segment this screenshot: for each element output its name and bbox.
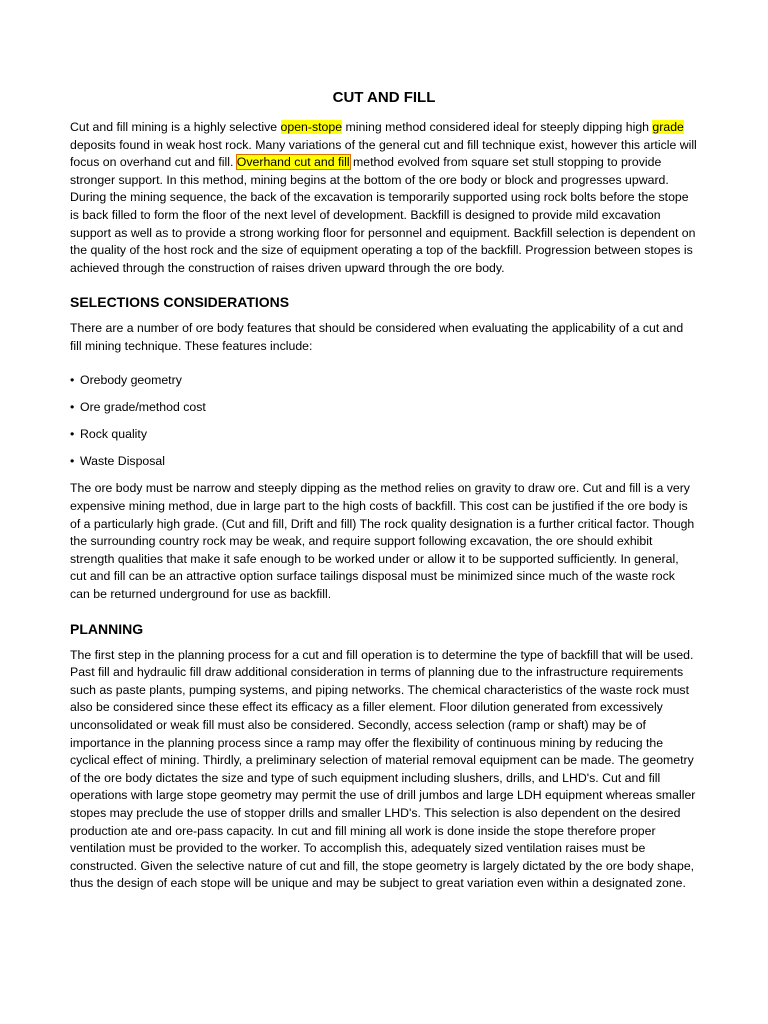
bullet-icon: • xyxy=(70,453,75,468)
intro-text-1: Cut and fill mining is a highly selective xyxy=(70,120,281,134)
selections-intro-paragraph: There are a number of ore body features that should be considered when evaluating the applicability of a cut and fill mining technique. These features include: xyxy=(70,321,684,353)
section-heading-planning: PLANNING xyxy=(70,620,144,637)
intro-text-3: deposits found in weak host rock. Many variations of the general cut and fill technique exist, however this article will focus on overhand cut and fill. xyxy=(70,137,697,170)
list-item-label: Orebody geometry xyxy=(80,372,182,387)
bullet-icon: • xyxy=(70,399,75,414)
intro-text-2: mining method considered ideal for steeply dipping high xyxy=(342,120,653,134)
selections-body-paragraph: The ore body must be narrow and steeply dipping as the method relies on gravity to draw ore. Cut and fill is a very expensive mining method, due in large part to the high costs of backfill. This cost can be justified if the ore body is of a particularly high grade. (Cut and fill, Drift and fill) The rock quality designation is a further critical factor. Though the surrounding country rock may be weak, and require support following excavation, the ore should exhibit strength qualities that make it safe enough to be worked under or allow it to be supported sufficiently. In general, cut and fill can be an attractive option surface tailings disposal must be minimized since much of the waste rock can be returned underground for use as backfill. xyxy=(70,481,695,601)
section-heading-selections: SELECTIONS CONSIDERATIONS xyxy=(70,294,290,311)
highlight-grade: grade xyxy=(652,120,684,134)
bullet-icon: • xyxy=(70,372,75,387)
list-item xyxy=(70,372,698,390)
page-title: CUT AND FILL xyxy=(332,89,436,106)
planning-body-paragraph: The first step in the planning process for a cut and fill operation is to determine the type of backfill that will be used. Past fill and hydraulic fill draw additional consideration in terms of planning due to the infrastructure requirements such as paste plants, pumping systems, and piping networks. The chemical characteristics of the waste rock must also be considered since these effect its efficacy as a filler element. Floor dilution generated from excessively unconsolidated or weak fill must also be considered. Secondly, access selection (ramp or shaft) may be of importance in the planning process since a ramp may offer the flexibility of continuous mining by reducing the cyclical effect of mining. Thirdly, a preliminary selection of material removal equipment can be made. The geometry of the ore body dictates the size and type of such equipment including slushers, drills, and LHD's. Cut and fill operations with large stope geometry may permit the use of drill jumbos and large LDH equipment whereas smaller stopes may preclude the use of stopper drills and smaller LHD's. This selection is also dependent on the desired production ate and ore-pass capacity. In cut and fill mining all work is done inside the stope therefore proper ventilation must be provided to the worker. To accomplish this, adequately sized ventilation raises must be constructed. Given the selective nature of cut and fill, the stope geometry is largely dictated by the ore body shape, thus the design of each stope will be unique and may be subject to great variation even within a designated zone. xyxy=(70,647,696,891)
list-item-label: Rock quality xyxy=(80,426,147,441)
list-item-label: Waste Disposal xyxy=(80,453,165,468)
list-item-label: Ore grade/method cost xyxy=(80,399,206,414)
bullet-icon: • xyxy=(70,426,75,441)
list-item xyxy=(70,453,698,471)
highlight-open-stope: open-stope xyxy=(280,120,343,134)
highlight-overhand-cut-and-fill: Overhand cut and fill xyxy=(236,155,350,170)
features-bullet-list xyxy=(70,372,698,471)
intro-text-4: method evolved from square set stull stopping to provide stronger support. In this method, mining begins at the bottom of the ore body or block and progresses upward. During the mining sequence, the back of the excavation is temporarily supported using rock bolts before the stope is back filled to form the floor of the next level of development. Backfill is designed to provide mild excavation support as well as to provide a strong working floor for personnel and equipment. Backfill selection is dependent on the quality of the host rock and the size of equipment operating a top of the backfill. Progression between stopes is achieved through the construction of raises driven upward through the ore body. xyxy=(70,155,696,275)
list-item xyxy=(70,426,698,444)
intro-paragraph xyxy=(70,119,698,277)
document-page xyxy=(70,88,698,909)
list-item xyxy=(70,399,698,417)
